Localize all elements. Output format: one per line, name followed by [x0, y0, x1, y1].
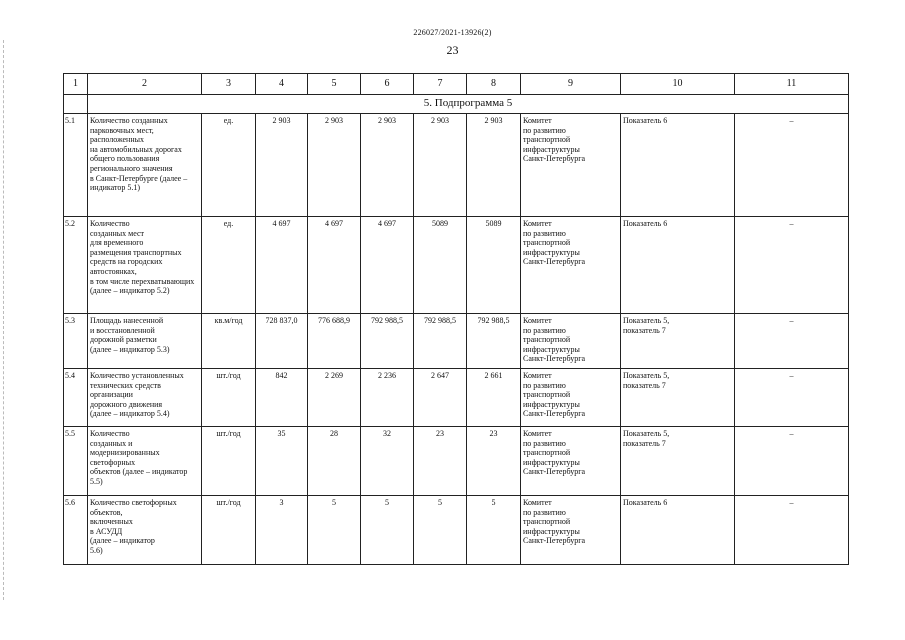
- value-cell: 2 236: [361, 369, 414, 427]
- column-header: 3: [202, 74, 256, 95]
- value-cell: 842: [256, 369, 308, 427]
- indicator-name: Площадь нанесенной и восстановленной дорожной разметки (далее – индикатор 5.3): [88, 314, 202, 369]
- unit-cell: шт./год: [202, 496, 256, 565]
- indicator-name: Количество созданных мест для временного размещения транспортных средств на городских автостоянках, в том числе перехватывающих (далее – индикатор 5.2): [88, 217, 202, 314]
- value-cell: 3: [256, 496, 308, 565]
- value-cell: 2 661: [467, 369, 521, 427]
- value-cell: 4 697: [308, 217, 361, 314]
- executor-cell: Комитет по развитию транспортной инфраструктуры Санкт-Петербурга: [521, 314, 621, 369]
- value-cell: 2 903: [256, 114, 308, 217]
- column-header: 7: [414, 74, 467, 95]
- executor-cell: Комитет по развитию транспортной инфраструктуры Санкт-Петербурга: [521, 114, 621, 217]
- linked-indicator-cell: Показатель 6: [621, 114, 735, 217]
- value-cell: 5: [414, 496, 467, 565]
- column-header: 10: [621, 74, 735, 95]
- value-cell: 2 903: [308, 114, 361, 217]
- indicator-name: Количество созданных и модернизированных светофорных объектов (далее – индикатор 5.5): [88, 427, 202, 496]
- column-header: 1: [64, 74, 88, 95]
- row-index: 5.5: [64, 427, 88, 496]
- document-id: 226027/2021-13926(2): [413, 28, 492, 37]
- value-cell: 5: [467, 496, 521, 565]
- value-cell: 2 903: [414, 114, 467, 217]
- value-cell: 23: [414, 427, 467, 496]
- value-cell: 2 647: [414, 369, 467, 427]
- note-cell: –: [735, 217, 849, 314]
- value-cell: 5089: [467, 217, 521, 314]
- indicator-name: Количество светофорных объектов, включенных в АСУДД (далее – индикатор 5.6): [88, 496, 202, 565]
- executor-cell: Комитет по развитию транспортной инфраструктуры Санкт-Петербурга: [521, 427, 621, 496]
- row-index: 5.6: [64, 496, 88, 565]
- section-spacer: [64, 95, 88, 114]
- executor-cell: Комитет по развитию транспортной инфраструктуры Санкт-Петербурга: [521, 369, 621, 427]
- executor-cell: Комитет по развитию транспортной инфраструктуры Санкт-Петербурга: [521, 496, 621, 565]
- section-title: 5. Подпрограмма 5: [88, 95, 849, 114]
- executor-cell: Комитет по развитию транспортной инфраструктуры Санкт-Петербурга: [521, 217, 621, 314]
- value-cell: 5: [361, 496, 414, 565]
- note-cell: –: [735, 427, 849, 496]
- linked-indicator-cell: Показатель 6: [621, 496, 735, 565]
- note-cell: –: [735, 496, 849, 565]
- linked-indicator-cell: Показатель 5, показатель 7: [621, 427, 735, 496]
- column-header: 4: [256, 74, 308, 95]
- table-row: [64, 369, 849, 427]
- column-header: 5: [308, 74, 361, 95]
- table-row: [64, 427, 849, 496]
- value-cell: 4 697: [361, 217, 414, 314]
- linked-indicator-cell: Показатель 5, показатель 7: [621, 314, 735, 369]
- column-header: 9: [521, 74, 621, 95]
- linked-indicator-cell: Показатель 6: [621, 217, 735, 314]
- column-header: 6: [361, 74, 414, 95]
- value-cell: 728 837,0: [256, 314, 308, 369]
- indicators-table: [63, 73, 849, 565]
- value-cell: 4 697: [256, 217, 308, 314]
- table-row: [64, 114, 849, 217]
- indicator-name: Количество установленных технических средств организации дорожного движения (далее – индикатор 5.4): [88, 369, 202, 427]
- row-index: 5.2: [64, 217, 88, 314]
- table-row: [64, 217, 849, 314]
- value-cell: 792 988,5: [414, 314, 467, 369]
- unit-cell: ед.: [202, 217, 256, 314]
- value-cell: 776 688,9: [308, 314, 361, 369]
- value-cell: 23: [467, 427, 521, 496]
- value-cell: 35: [256, 427, 308, 496]
- column-header: 8: [467, 74, 521, 95]
- value-cell: 792 988,5: [467, 314, 521, 369]
- table-header-row: [64, 74, 849, 95]
- row-index: 5.1: [64, 114, 88, 217]
- row-index: 5.4: [64, 369, 88, 427]
- table-row: [64, 314, 849, 369]
- note-cell: –: [735, 369, 849, 427]
- value-cell: 2 269: [308, 369, 361, 427]
- value-cell: 2 903: [361, 114, 414, 217]
- section-row: [64, 95, 849, 114]
- unit-cell: кв.м/год: [202, 314, 256, 369]
- value-cell: 5089: [414, 217, 467, 314]
- value-cell: 32: [361, 427, 414, 496]
- column-header: 11: [735, 74, 849, 95]
- unit-cell: шт./год: [202, 369, 256, 427]
- row-index: 5.3: [64, 314, 88, 369]
- unit-cell: ед.: [202, 114, 256, 217]
- page-number: 23: [446, 43, 459, 57]
- value-cell: 5: [308, 496, 361, 565]
- unit-cell: шт./год: [202, 427, 256, 496]
- note-cell: –: [735, 314, 849, 369]
- value-cell: 28: [308, 427, 361, 496]
- indicator-name: Количество созданных парковочных мест, расположенных на автомобильных дорогах общего пользования регионального значения в Санкт-Петербурге (далее – индикатор 5.1): [88, 114, 202, 217]
- table-row: [64, 496, 849, 565]
- column-header: 2: [88, 74, 202, 95]
- value-cell: 2 903: [467, 114, 521, 217]
- note-cell: –: [735, 114, 849, 217]
- linked-indicator-cell: Показатель 5, показатель 7: [621, 369, 735, 427]
- page-edge-mark: [3, 40, 5, 600]
- value-cell: 792 988,5: [361, 314, 414, 369]
